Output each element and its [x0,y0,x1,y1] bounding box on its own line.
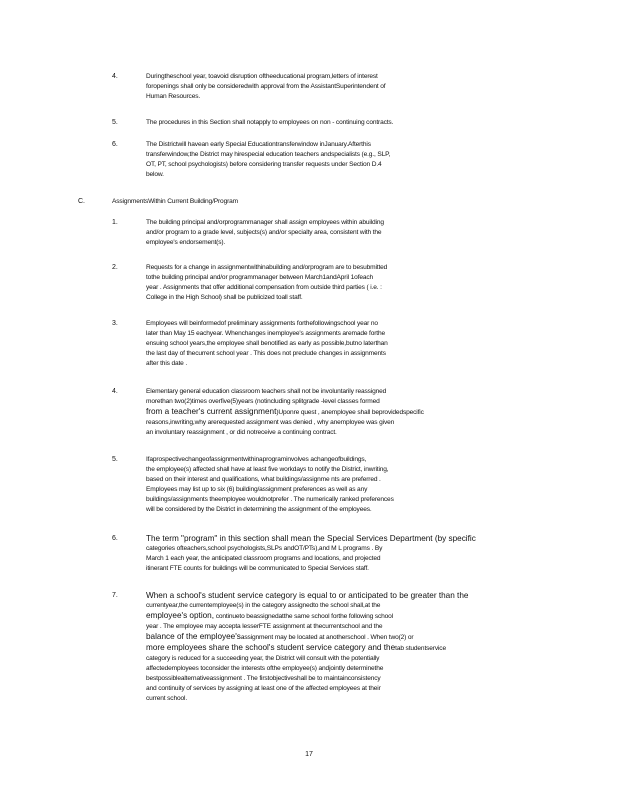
text-line [146,632,546,643]
text-line [146,611,546,622]
text-line: and/or program to a grade level, subjects(s) and/or specialty area, consistent with the [146,229,382,236]
text-line: currentyear,the currentemployee(s) in the category assignedto the school shall,at the [146,602,381,609]
text-line: Human Resources. [146,93,201,100]
text-line: The Districtwill havean early Special Educationtransferwindow inJanuary.Afterthis [146,141,371,148]
text-line: categories ofteachers,school psychologists,SLPs andOT/PTs),and M L programs . By [146,545,383,552]
item-text [146,591,546,704]
text-line: bestpossiblealternativeassignment . The firstobjectiveshall be to maintainconsistency [146,675,381,682]
emphasis-text: balance of the employee's [146,632,241,641]
item-text [146,455,546,515]
text-line: The building principal and/orprogrammanager shall assign employees within abuilding [146,219,384,226]
text-continuation: assignment may be located at anotherschool . When two(2) or [240,634,414,641]
text-line: When a school's student service category is equal to or anticipated to be greater than the [146,591,469,600]
item-text [146,140,546,180]
emphasis-text: from a teacher's current assignment [146,407,277,416]
section-letter: C. [78,198,85,205]
text-line: below. [146,171,164,178]
item-number: 1. [112,219,118,226]
item-number: 5. [112,119,118,126]
item-number: 4. [112,388,118,395]
item-text [146,218,546,248]
emphasis-text: more employees share the school's student service category and the [146,643,396,652]
text-line: itinerant FTE counts for buildings will be communicated to Special Services staff. [146,565,369,572]
text-line: Ifaprospectivechangeofassignmentwithinaprograminvolves achangeofbuildings, [146,456,367,463]
item-number: 4. [112,73,118,80]
text-line: morethan two(2)times overfive(5)years (notincluding splitgrade -level classes formed [146,398,380,405]
text-line: The procedures in this Section shall notapply to employees on non - continuing contracts. [146,119,394,126]
text-line: foropenings shall only be consideredwith approval from the AssistantSuperintendent of [146,83,386,90]
section-title: AssignmentsWithin Current Building/Program [112,198,238,205]
item-text [146,319,546,369]
item-number: 6. [112,535,118,542]
text-line: Employees may list up to six (6) building/assignment preferences as well as any [146,486,368,493]
item-text [146,72,546,102]
text-line: Requests for a change in assignmentwithinabuilding and/orprogram are to besubmitted [146,264,388,271]
text-line: employee's endorsement(s). [146,239,226,246]
text-line: current school. [146,695,187,702]
item-text [146,387,546,438]
item-number: 3. [112,320,118,327]
text-continuation: tab studentservice [395,645,446,652]
text-line: category is reduced for a succeeding year, the District will consult with the potentially [146,655,380,662]
text-line: after this date . [146,360,188,367]
item-text [146,534,546,574]
text-line: year . Assignments that offer additional compensation from outside third parties ( i.e. : [146,284,382,291]
text-line: Elementary general education classroom teachers shall not be involuntarily reassigned [146,388,387,395]
text-line: based on their interest and qualifications, what buildings/assignme nts are preferred . [146,476,381,483]
text-line: later than May 15 eachyear. Whenchanges inemployee's assignments aremade forthe [146,330,386,337]
text-continuation: continueto beassignedatthe same school forthe following school [214,613,393,620]
text-line: ensuing school years,the employee shall benotified as early as possible,butno laterthan [146,340,388,347]
text-line [146,643,546,654]
text-line: the employee(s) affected shall have at least five workdays to notify the District, inwriting, [146,466,389,473]
text-line: College in the High School) shall be publicized toall staff. [146,294,303,301]
text-line: buildings/assignments theemployee wouldnotprefer . The numerically ranked preferences [146,496,394,503]
text-line: tothe building principal and/or programmanager between March1andApril 1ofeach [146,274,374,281]
text-line: The term "program" in this section shall mean the Special Services Department (by specific [146,534,476,543]
text-line: OT, PT, school psychologists) before considering transfer requests under Section D.4 [146,161,382,168]
page-number: 17 [305,751,313,758]
text-line: affectedemployees toconsider the interests ofthe employee(s) andjointly determinethe [146,665,384,672]
text-line: reasons,inwriting,why arerequested assignment was denied , why anemployee was given [146,419,395,426]
text-line [146,407,546,418]
emphasis-text: employee's option, [146,611,215,620]
text-line: Employees will beinformedof preliminary assignments forthefollowingschool year no [146,320,378,327]
text-line: Duringtheschool year, toavoid disruption oftheeducational program,letters of interest [146,73,378,80]
item-text [146,263,546,303]
text-line: March 1 each year, the anticipated classroom programs and locations, and projected [146,555,381,562]
text-line: the last day of thecurrent school year . This does not preclude changes in assignments [146,350,386,357]
text-line: year . The employee may accepta lesserFTE assignment at thecurrentschool and the [146,623,383,630]
item-number: 2. [112,264,118,271]
item-number: 7. [112,592,118,599]
text-line: transferwindow,the District may hirespecial education teachers andspecialists (e.g., SLP, [146,151,391,158]
text-line: will be considered by the District in determining the assignment of the employees. [146,506,372,513]
text-continuation: )Uponre quest , anemployee shall beprovidedspecific [276,409,424,416]
item-number: 6. [112,141,118,148]
item-text [146,118,546,128]
item-number: 5. [112,456,118,463]
text-line: an involuntary reassignment , or did notreceive a continuing contract. [146,429,337,436]
text-line: and continuity of services by assigning at least one of the affected employees at their [146,685,381,692]
